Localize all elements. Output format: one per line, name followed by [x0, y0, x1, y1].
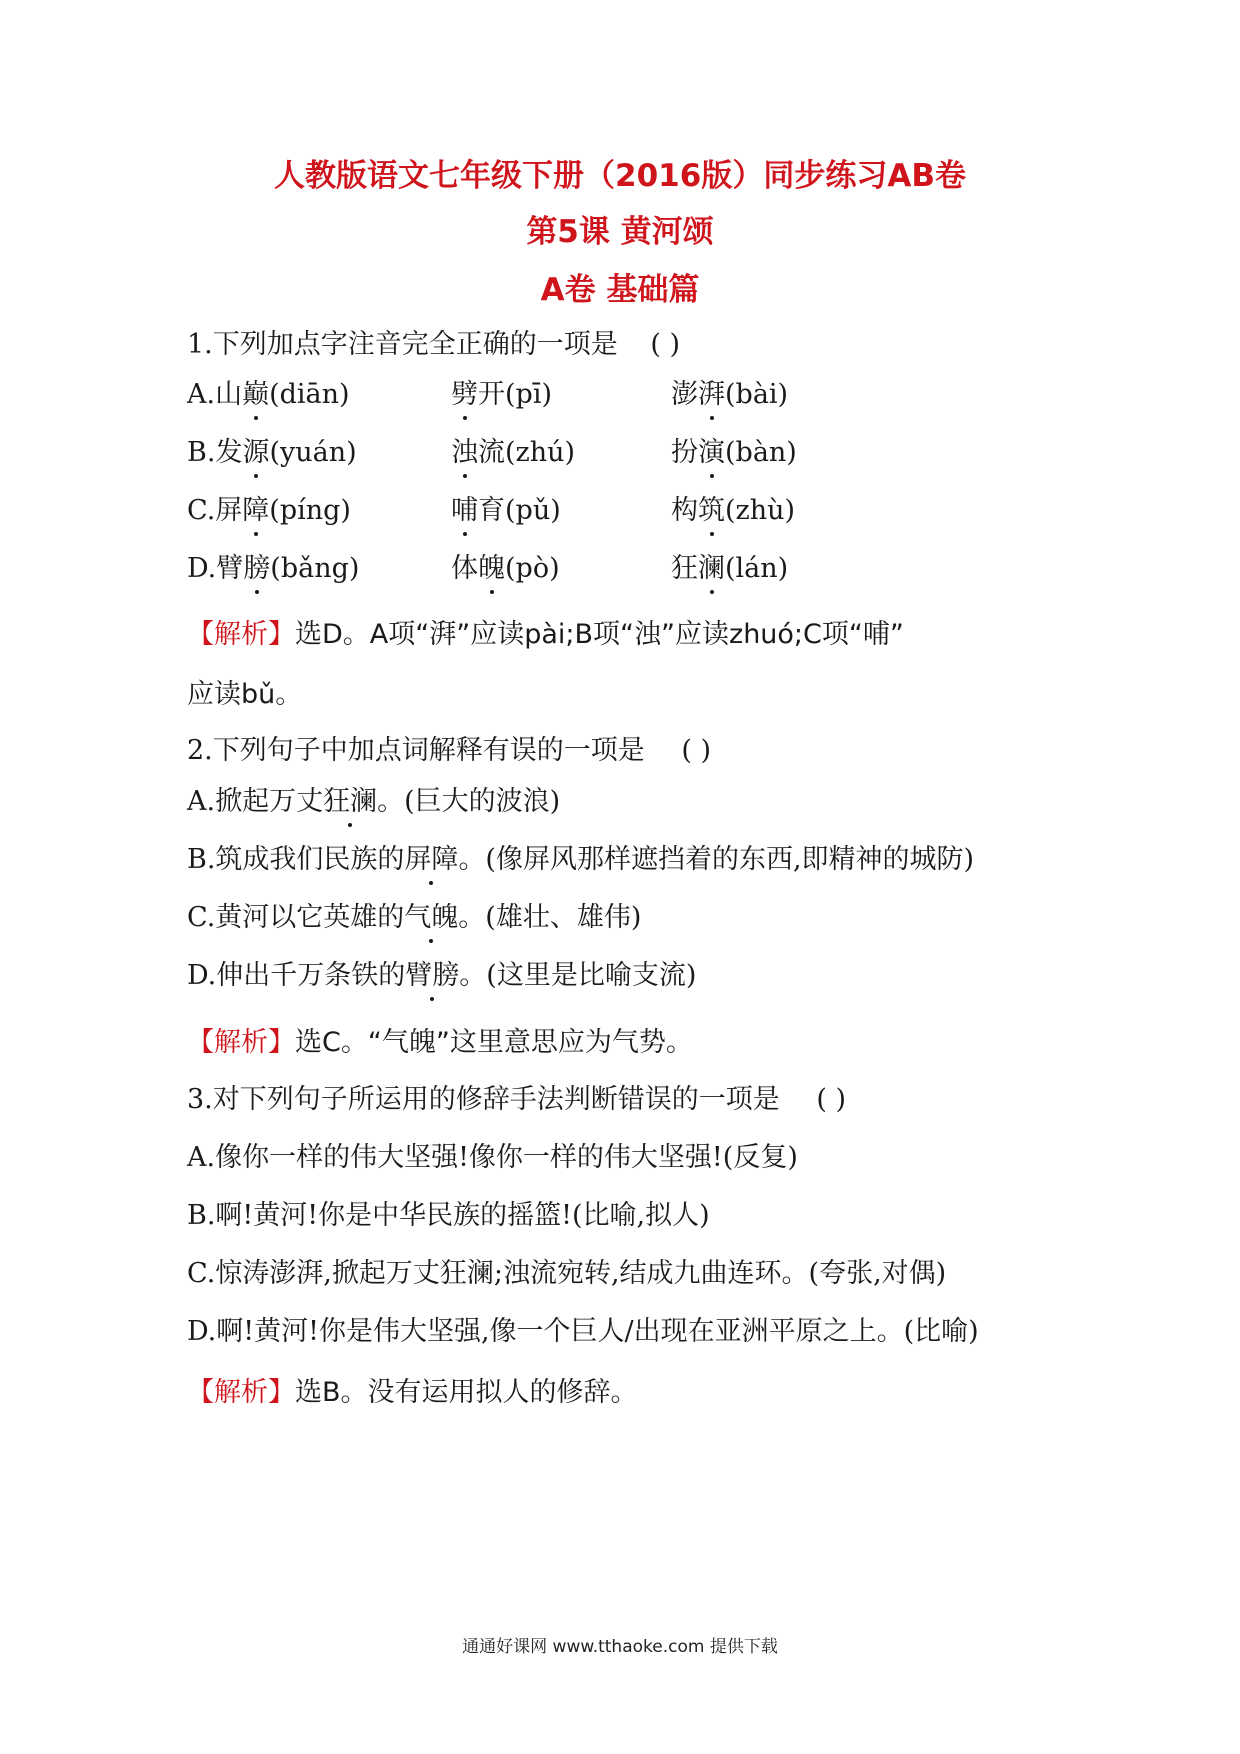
option-pinyin: (bài) [725, 379, 789, 410]
option-text: A.掀起万丈 [187, 786, 324, 817]
option-pinyin: (bàn) [725, 437, 797, 468]
dotted-char: 魄 [478, 546, 505, 585]
q1-analysis-cont: 应读bǔ。 [187, 679, 303, 710]
option-pinyin: 开(pī) [478, 379, 552, 410]
q2-option-d [187, 953, 696, 992]
analysis-text: 选C。“气魄”这里意思应为气势。 [295, 1027, 693, 1058]
question-stem-text: 3.对下列句子所运用的修辞手法判断错误的一项是 [187, 1084, 780, 1115]
analysis-text: 选D。A项“湃”应读pài;B项“浊”应读zhuó;C项“哺” [295, 619, 904, 650]
option-text: C.黄河以它英雄的 [187, 902, 405, 933]
q3-option-a: A.像你一样的伟大坚强!像你一样的伟大坚强!(反复) [187, 1142, 798, 1173]
option-label: D. [187, 553, 217, 584]
q3-option-d: D.啊!黄河!你是伟大坚强,像一个巨人/出现在亚洲平原之上。(比喻) [187, 1316, 979, 1347]
dotted-char: 演 [698, 430, 725, 469]
option-pinyin: (lán) [725, 553, 789, 584]
question-1-stem [187, 322, 680, 361]
question-stem-text: 2.下列句子中加点词解释有误的一项是 [187, 735, 645, 766]
option-pinyin: 育(pǔ) [478, 495, 561, 526]
q2-option-c [187, 895, 641, 934]
option-text: 。(巨大的波浪) [377, 786, 561, 817]
option-pinyin: (zhù) [725, 495, 796, 526]
option-pinyin: (píng) [269, 495, 351, 526]
document-title: 人教版语文七年级下册（2016版）同步练习AB卷 [274, 158, 966, 194]
option-pinyin: (pò) [505, 553, 560, 584]
option-char: 构 [671, 495, 698, 526]
lesson-title: 第5课 黄河颂 [526, 214, 714, 250]
page-footer: 通通好课网 www.tthaoke.com 提供下载 [462, 1637, 778, 1657]
option-text: 。(雄壮、雄伟) [458, 902, 642, 933]
option-pinyin: (bǎng) [270, 553, 360, 584]
option-pinyin: 流(zhú) [478, 437, 576, 468]
analysis-tag: 【解析】 [187, 1027, 295, 1058]
answer-bracket: ( ) [816, 1084, 847, 1115]
option-char: 体 [451, 553, 478, 584]
option-char: 扮 [671, 437, 698, 468]
dotted-word: 臂膀 [405, 953, 459, 992]
dotted-char: 浊 [451, 430, 478, 469]
option-char: 狂 [671, 553, 698, 584]
dotted-char: 筑 [698, 488, 725, 527]
dotted-word: 屏障 [404, 837, 458, 876]
question-stem-text: 1.下列加点字注音完全正确的一项是 [187, 329, 618, 360]
option-text: 。(这里是比喻支流) [459, 960, 697, 991]
dotted-char: 巅 [242, 372, 269, 411]
dotted-char: 劈 [451, 372, 478, 411]
q1-analysis [187, 612, 904, 651]
q3-option-b: B.啊!黄河!你是中华民族的摇篮!(比喻,拟人) [187, 1200, 710, 1231]
question-3-stem [187, 1077, 846, 1116]
section-title: A卷 基础篇 [540, 272, 700, 308]
answer-bracket: ( ) [650, 329, 681, 360]
option-text: B.筑成我们民族的 [187, 844, 405, 875]
option-pinyin: (diān) [269, 379, 350, 410]
option-text: D.伸出千万条铁的 [187, 960, 406, 991]
q2-option-a [187, 779, 560, 818]
dotted-char: 障 [242, 488, 269, 527]
dotted-word: 狂澜 [323, 779, 377, 818]
analysis-tag: 【解析】 [187, 619, 295, 650]
option-char: 澎 [671, 379, 698, 410]
q2-analysis [187, 1020, 693, 1059]
option-char: 屏 [215, 495, 243, 526]
option-char: 臂 [216, 553, 244, 584]
answer-bracket: ( ) [681, 735, 712, 766]
dotted-word: 气魄 [404, 895, 458, 934]
dotted-char: 澜 [698, 546, 725, 585]
option-label: B. [187, 437, 216, 468]
option-label: A. [187, 379, 216, 410]
q3-option-c: C.惊涛澎湃,掀起万丈狂澜;浊流宛转,结成九曲连环。(夸张,对偶) [187, 1258, 947, 1289]
option-char: 山 [215, 379, 243, 410]
dotted-char: 膀 [243, 546, 270, 585]
question-2-stem [187, 728, 711, 767]
option-pinyin: (yuán) [269, 437, 357, 468]
analysis-tag: 【解析】 [187, 1377, 295, 1408]
option-char: 发 [215, 437, 243, 468]
analysis-text: 选B。没有运用拟人的修辞。 [295, 1377, 638, 1408]
q3-analysis [187, 1370, 638, 1409]
dotted-char: 湃 [698, 372, 725, 411]
dotted-char: 哺 [451, 488, 478, 527]
dotted-char: 源 [242, 430, 269, 469]
option-text: 。(像屏风那样遮挡着的东西,即精神的城防) [458, 844, 975, 875]
option-label: C. [187, 495, 216, 526]
q2-option-b [187, 837, 974, 876]
